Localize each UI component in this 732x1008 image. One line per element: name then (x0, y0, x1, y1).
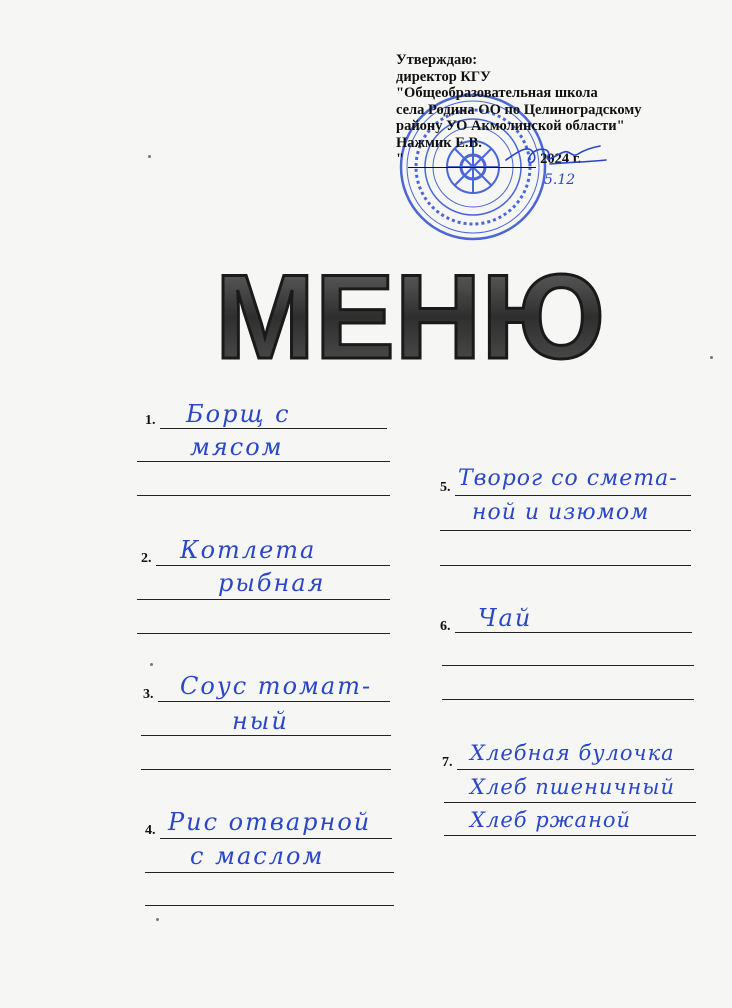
approval-heading: Утверждаю: (396, 52, 478, 68)
scan-speck (156, 918, 159, 921)
scan-speck (148, 155, 151, 158)
approval-org-line2: села Родина ОО по Целиноградскому (396, 101, 642, 118)
dish-line: Котлета (180, 536, 317, 564)
approval-org-line3: району УО Акмолинской области" (396, 118, 625, 134)
menu-title (210, 258, 610, 368)
dish-line: Хлебная булочка (470, 741, 675, 765)
dish-line: Рис отварной (168, 808, 372, 836)
dish-line: ной и изюмом (472, 500, 650, 525)
approval-position: директор КГУ (396, 68, 491, 85)
dish-line: мясом (190, 433, 284, 461)
dish-line: с маслом (190, 842, 325, 870)
dish-line: ный (232, 707, 289, 735)
dish-line: Хлеб ржаной (470, 808, 632, 832)
approval-director-name: Нажмик Е.В. (396, 134, 482, 151)
handwritten-date: 5.12 (544, 172, 576, 188)
dish-line: Соус томат- (180, 672, 373, 700)
approval-year: 2024 г. (540, 151, 582, 167)
dish-line: Творог со смета- (458, 466, 678, 491)
dish-line: рыбная (218, 569, 326, 597)
scan-speck (710, 356, 713, 359)
menu-document: Утверждаю: директор КГУ "Общеобразовательная школа села Родина ОО по Целиноградскому району УО Акмолинской области" Нажмик Е.В. " 2024 г. 5.12 МЕНЮ 1. Борщ с мясом 2. Котлета рыбная 3. Соус томат- ный 4. Рис отварной с маслом 5. Творог со смета- ной и изюмом 6. Чай 7. Хлебная булочка Хлеб пшеничный Хлеб ржаной (0, 0, 732, 1008)
approval-org-line1: "Общеобразовательная школа (396, 85, 598, 101)
dish-line: Чай (478, 604, 533, 632)
dish-line: Борщ с (186, 400, 291, 428)
scan-speck (150, 663, 153, 666)
director-signature (500, 132, 610, 192)
dish-line: Хлеб пшеничный (470, 775, 675, 799)
approval-date: " 2024 г. (396, 151, 582, 167)
menu-title-text: МЕНЮ (215, 258, 605, 368)
